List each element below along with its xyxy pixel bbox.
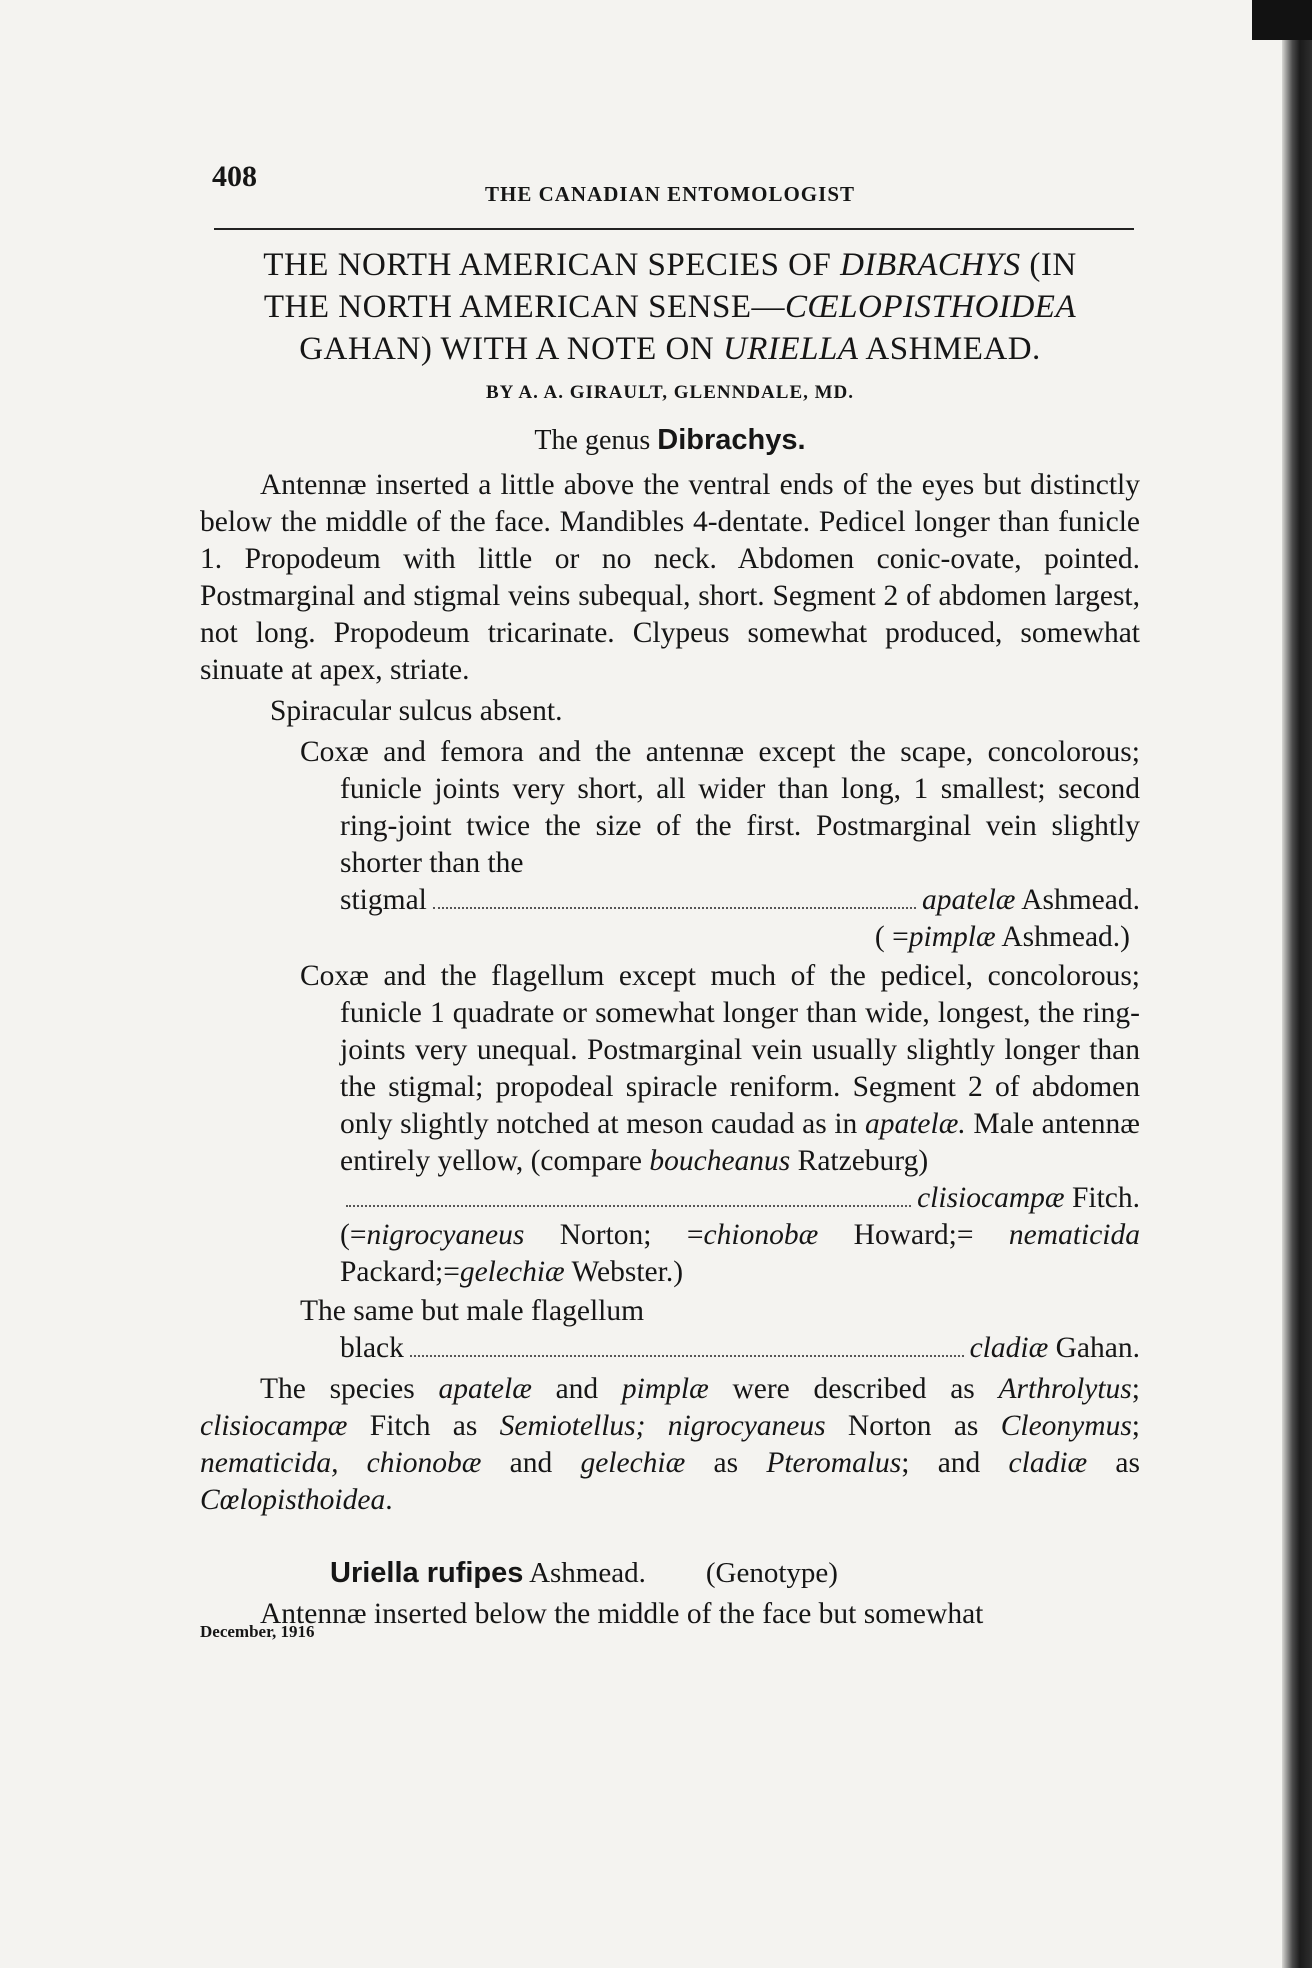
page-content [200,150,1141,1641]
leader-dots [410,1355,964,1357]
uriella-description: Antennæ inserted below the middle of the face but somewhat December, 1916 [200,1598,984,1641]
issue-date: December, 1916 [200,1622,315,1641]
species-clisiocampae: clisiocampæ [917,1182,1065,1214]
header-rule [214,228,1134,230]
leader-dots [433,907,916,909]
journal-title: THE CANADIAN ENTOMOLOGIST [485,182,856,206]
synonyms-clisiocampae: (=nigrocyaneus Norton; =chionobæ Howard;= nematicida Packard;=gelechiæ Webster.) [340,1219,1141,1288]
species-cladiae: cladiæ [969,1332,1049,1364]
synonym-pimplae: ( =pimplæ Ashmead.) [874,921,1130,953]
leader-dots [346,1205,911,1207]
key-couplet-1: Spiracular sulcus absent. [270,695,563,727]
key-entry-cladiae: The same but male flagellum black cladiæ Gahan. [300,1295,1140,1364]
book-spine-shadow [1282,0,1312,1968]
genus-heading: The genus Dibrachys. [534,424,806,456]
genus-description: Antennæ inserted a little above the ventral ends of the eyes but distinctly below the middle of the face. Mandibles 4-dentate. Pedicel longer than funicle 1. Propodeum with little or no neck. Abdomen conic-ovate, pointed. Postmarginal and stigmal veins subequal, short. Segment 2 of abdomen largest, not long. Propodeum tricarinate. Clypeus somewhat produced, somewhat sinuate at apex, striate. [200,469,1140,686]
running-head [200,150,1140,210]
remarks-paragraph: The species apatelæ and pimplæ were described as Arthrolytus; clisiocampæ Fitch as Semiotellus; nigrocyaneus Norton as Cleonymus; nematicida, chionobæ and gelechiæ as Pteromalus; and cladiæ as Cœlopisthoidea. [200,1373,1141,1516]
uriella-heading: Uriella rufipes Ashmead. (Genotype) [330,1557,838,1589]
species-apatelae: apatelæ [922,884,1016,916]
key-entry-apatelae: Coxæ and femora and the antennæ except the scape, concolorous; funicle joints very short, all wider than long, 1 smallest; second ring-joint twice the size of the first. Postmarginal vein slightly shorter than the stigmal apatelæ Ashmead. ( =pimplæ Ashmead.) [200,734,1140,956]
key-entry-clisiocampae: Coxæ and the flagellum except much of the pedicel, concolorous; funicle 1 quadrate or somewhat longer than wide, longest, the ring-joints very unequal. Postmarginal vein usually slightly longer than the stigmal; propodeal spiracle reniform. Segment 2 of abdomen only slightly notched at meson caudad as in apatelæ. Male antennæ entirely yellow, (compare boucheanus Ratzeburg) clisiocampæ Fitch. (=nigrocyaneus Norton; =chionobæ Howard;= nematicida Packard;=gelechiæ Webster.) [200,958,1140,1291]
byline: BY A. A. GIRAULT, GLENNDALE, MD. [485,382,855,403]
article-title: THE NORTH AMERICAN SPECIES OF DIBRACHYS (IN THE NORTH AMERICAN SENSE—CŒLOPISTHOIDEA GAHAN) WITH A NOTE ON URIELLA ASHMEAD. [263,247,1077,367]
page-corner-shadow [1252,0,1312,40]
page-number: 408 [212,160,257,193]
